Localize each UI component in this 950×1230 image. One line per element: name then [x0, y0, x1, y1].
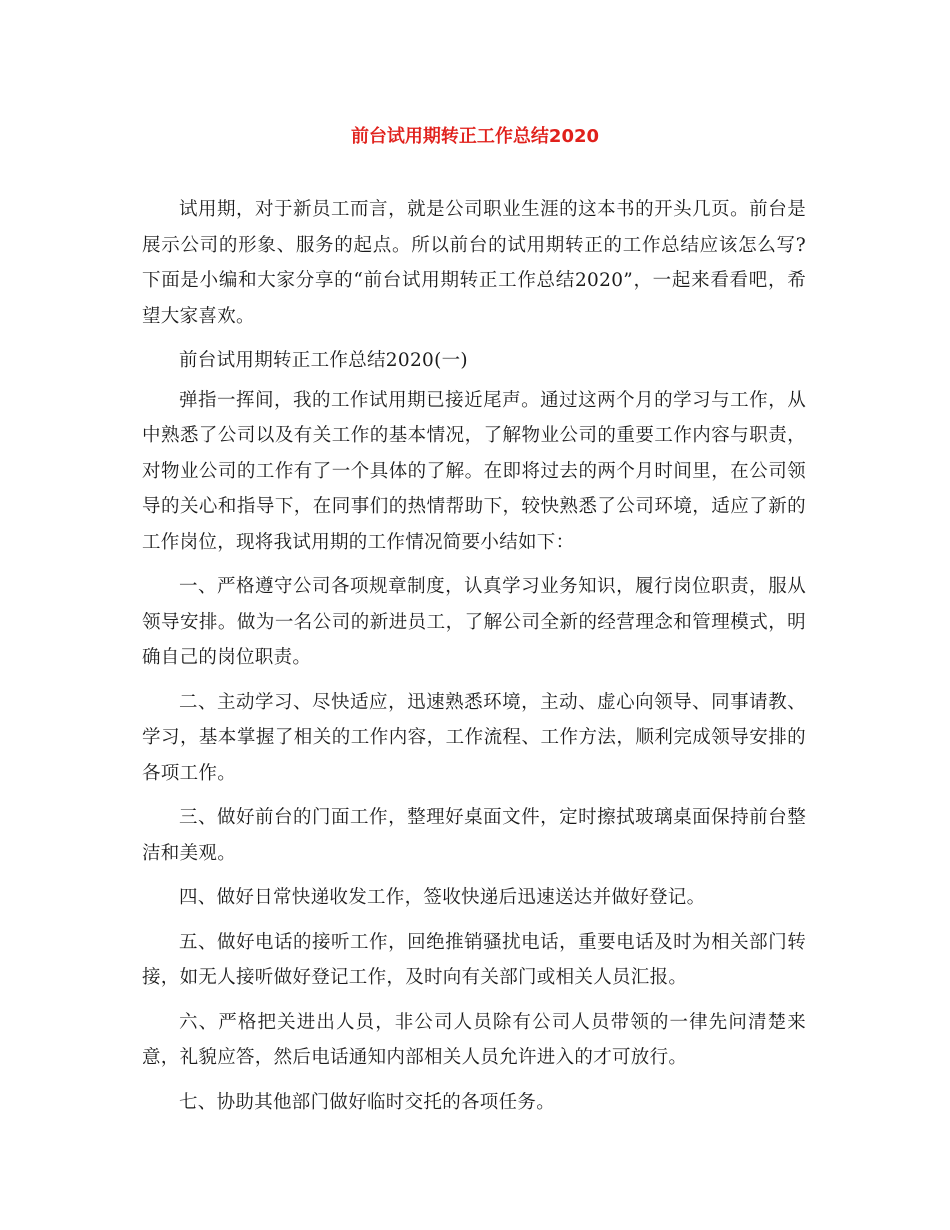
document-body — [142, 192, 806, 1129]
list-item-2: 二、主动学习、尽快适应，迅速熟悉环境，主动、虚心向领导、同事请教、学习，基本掌握了相关的工作内容，工作流程、工作方法，顺利完成领导安排的各项工作。 — [142, 691, 806, 784]
list-item-5: 五、做好电话的接听工作，回绝推销骚扰电话，重要电话及时为相关部门转接，如无人接听做好登记工作，及时向有关部门或相关人员汇报。 — [142, 931, 806, 988]
intro-paragraph: 试用期，对于新员工而言，就是公司职业生涯的这本书的开头几页。前台是展示公司的形象、服务的起点。所以前台的试用期转正的工作总结应该怎么写?下面是小编和大家分享的“前台试用期转正工作总结2020”，一起来看看吧，希望大家喜欢。 — [142, 199, 806, 327]
list-item-6: 六、严格把关进出人员，非公司人员除有公司人员带领的一律先问清楚来意，礼貌应答，然后电话通知内部相关人员允许进入的才可放行。 — [142, 1011, 806, 1068]
list-item-7: 七、协助其他部门做好临时交托的各项任务。 — [179, 1091, 556, 1113]
list-item-3: 三、做好前台的门面工作，整理好桌面文件，定时擦拭玻璃桌面保持前台整洁和美观。 — [142, 807, 806, 864]
body-paragraph: 弹指一挥间，我的工作试用期已接近尾声。通过这两个月的学习与工作，从中熟悉了公司以及有关工作的基本情况，了解物业公司的重要工作内容与职责，对物业公司的工作有了一个具体的了解。在即将过去的两个月时间里，在公司领导的关心和指导下，在同事们的热情帮助下，较快熟悉了公司环境，适应了新的工作岗位，现将我试用期的工作情况简要小结如下： — [142, 389, 806, 553]
list-item-1: 一、严格遵守公司各项规章制度，认真学习业务知识，履行岗位职责，服从领导安排。做为一名公司的新进员工，了解公司全新的经营理念和管理模式，明确自己的岗位职责。 — [142, 576, 806, 668]
document-title: 前台试用期转正工作总结2020 — [350, 126, 600, 147]
list-item-4: 四、做好日常快递收发工作，签收快递后迅速送达并做好登记。 — [179, 887, 706, 908]
section-heading: 前台试用期转正工作总结2020(一) — [179, 350, 468, 371]
